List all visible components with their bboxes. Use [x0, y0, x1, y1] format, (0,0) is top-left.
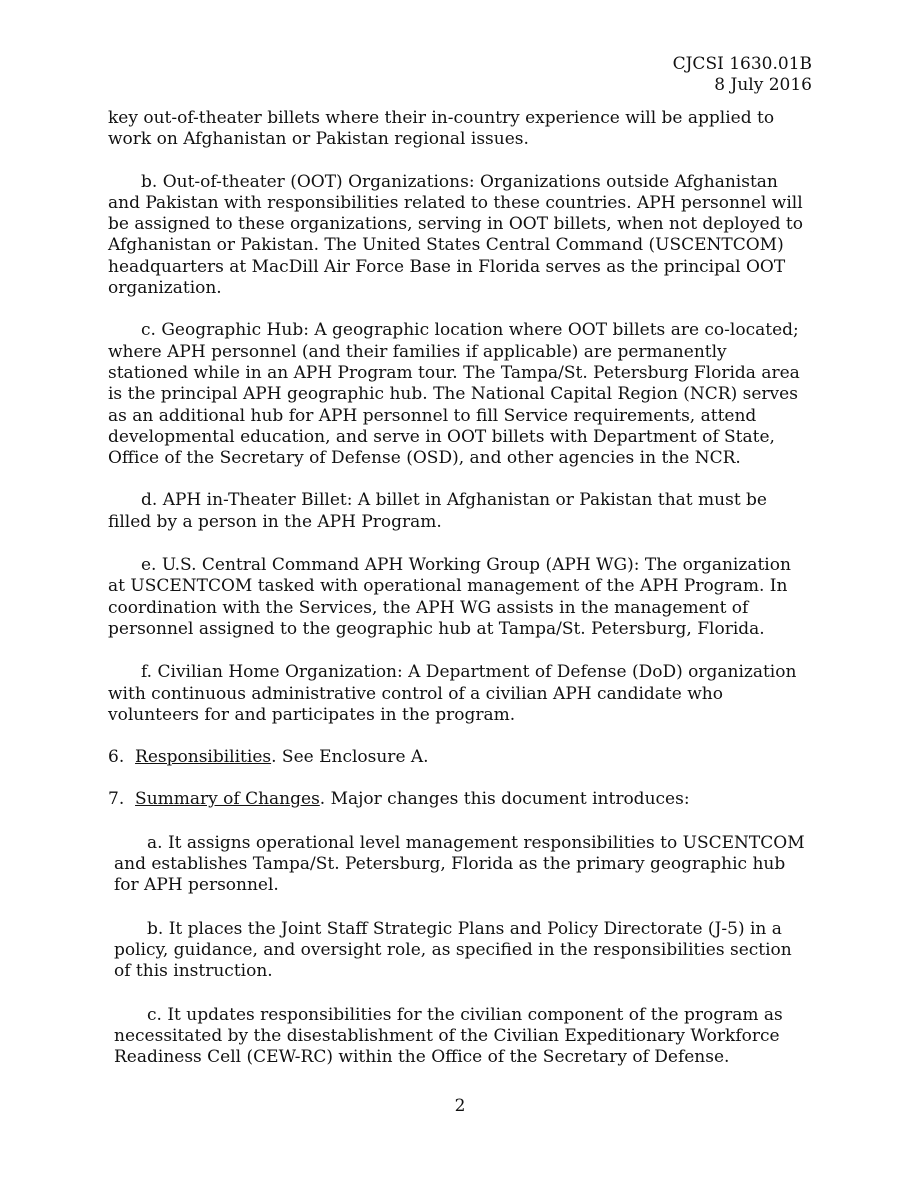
section-7-text: . Major changes this document introduces: [319, 789, 690, 810]
paragraph-f-civilian-home-organization: f. Civilian Home Organization: A Department of Defense (DoD) organization with continuous administrative control of a civilian APH candidate who volunteers for and participates in the program. [108, 662, 797, 725]
section-7-summary-of-changes [108, 789, 808, 810]
document-id: CJCSI 1630.01B [672, 54, 812, 74]
document-date: 8 July 2016 [714, 75, 812, 95]
change-item-c: c. It updates responsibilities for the civilian component of the program as necessitated by the disestablishment of the Civilian Expeditionary Workforce Readiness Cell (CEW-RC) within the Office of the Secretary of Defense. [114, 1004, 783, 1068]
change-item-b: b. It places the Joint Staff Strategic Plans and Policy Directorate (J-5) in a policy, guidance, and oversight role, as specified in the responsibilities section of this instruction. [114, 918, 792, 982]
change-item-a: a. It assigns operational level management responsibilities to USCENTCOM and establishes Tampa/St. Petersburg, Florida as the primary geographic hub for APH personnel. [114, 832, 805, 896]
paragraph-e-aph-working-group: e. U.S. Central Command APH Working Group (APH WG): The organization at USCENTCOM tasked with operational management of the APH Program. In coordination with the Services, the APH WG assists in the management of personnel assigned to the geographic hub at Tampa/St. Petersburg, Florida. [108, 555, 791, 639]
paragraph-c-geographic-hub: c. Geographic Hub: A geographic location where OOT billets are co-located; where APH personnel (and their families if applicable) are permanently stationed while in an APH Program tour. The Tampa/St. Petersburg Florida area is the principal APH geographic hub. The National Capital Region (NCR) serves as an additional hub for APH personnel to fill Service requirements, attend developmental education, and serve in OOT billets with Department of State, Office of the Secretary of Defense (OSD), and other agencies in the NCR. [108, 320, 800, 469]
page-header [673, 54, 812, 96]
paragraph-b-oot-organizations: b. Out-of-theater (OOT) Organizations: Organizations outside Afghanistan and Pakistan with responsibilities related to these countries. APH personnel will be assigned to these organizations, serving in OOT billets, when not deployed to Afghanistan or Pakistan. The United States Central Command (USCENTCOM) headquarters at MacDill Air Force Base in Florida serves as the principal OOT organization. [108, 171, 803, 299]
section-7-heading: Summary of Changes [135, 789, 320, 810]
section-6-text: . See Enclosure A. [271, 747, 429, 768]
continued-paragraph: key out-of-theater billets where their in-country experience will be applied to work on Afghanistan or Pakistan regional issues. [108, 108, 775, 150]
section-6-heading: Responsibilities [135, 747, 272, 768]
page-number: 2 [454, 1096, 466, 1116]
section-7-number: 7. [108, 789, 125, 810]
document-body [108, 108, 808, 1068]
paragraph-d-in-theater-billet: d. APH in-Theater Billet: A billet in Afghanistan or Pakistan that must be filled by a person in the APH Program. [108, 490, 767, 532]
section-6-number: 6. [108, 747, 125, 768]
section-6-responsibilities [108, 747, 808, 768]
